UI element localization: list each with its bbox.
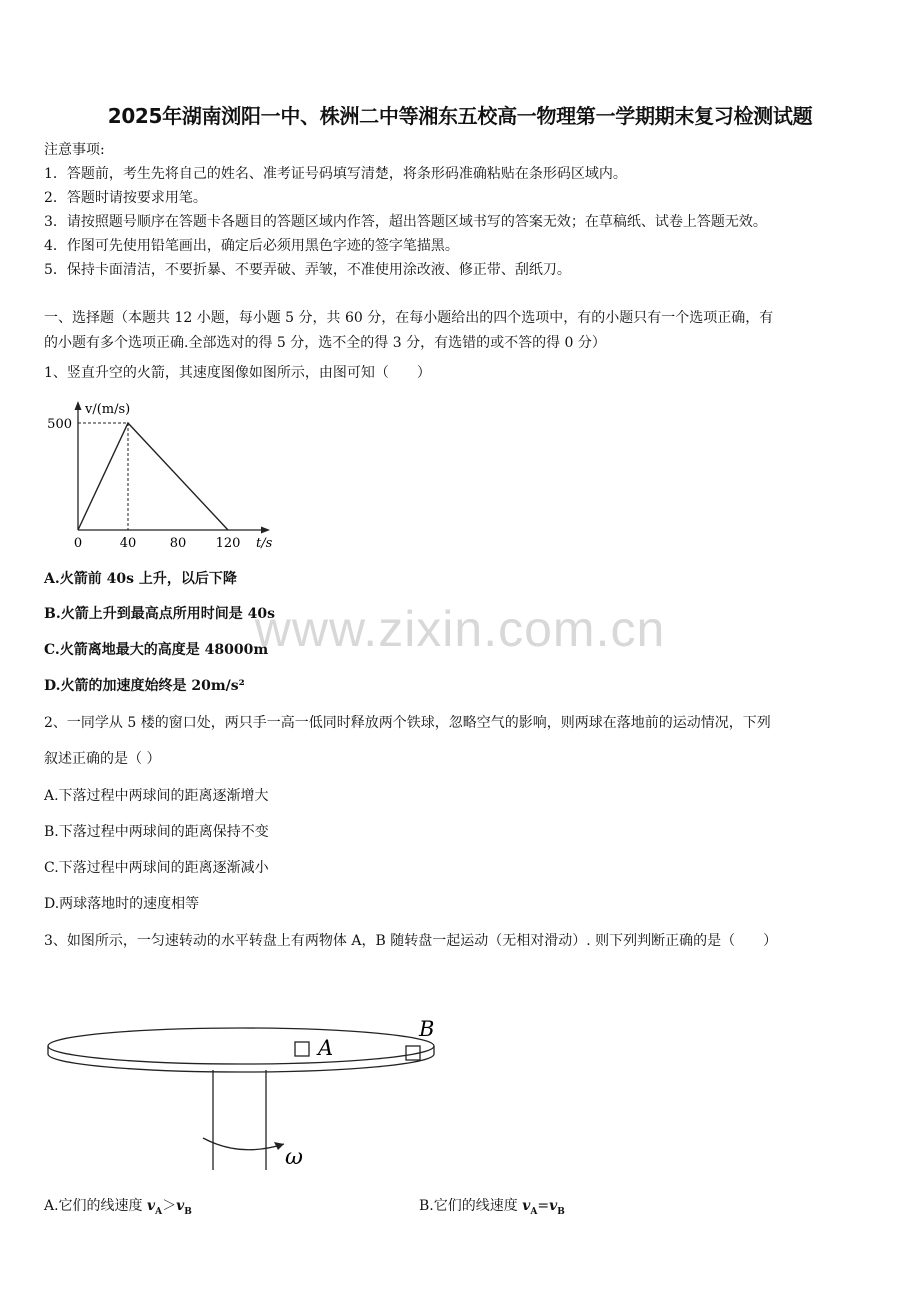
notice-item-2: 2．答题时请按要求用笔。 [44,190,207,206]
question-2-stem-line1: 2、一同学从 5 楼的窗口处，两只手一高一低同时释放两个铁球，忽略空气的影响，则两球在落地前的运动情况，下列 [44,715,771,731]
section-instructions-line1: 一、选择题（本题共 12 小题，每小题 5 分，共 60 分，在每小题给出的四个选项中，有的小题只有一个选项正确，有 [44,310,774,326]
y-tick-label: 500 [47,417,72,432]
question-3-stem: 3、如图所示，一匀速转动的水平转盘上有两物体 A，B 随转盘一起运动（无相对滑动）. 则下列判断正确的是（ ） [44,933,778,949]
question-3-option-b: B.它们的线速度 $v_A=v_B$ [419,1198,565,1217]
x-tick-label: 0 [73,536,83,551]
object-a-label: A [318,1036,334,1060]
omega-label: ω [285,1145,303,1170]
x-tick-label: 120 [215,536,241,551]
notice-item-4: 4．作图可先使用铅笔画出，确定后必须用黑色字迹的签字笔描黑。 [44,238,459,254]
page-title: 2025年湖南浏阳一中、株洲二中等湘东五校高一物理第一学期期末复习检测试题 [107,104,813,128]
rotation-arrow [203,1138,284,1150]
object-b-label: B [419,1017,435,1041]
x-axis-label: t/s [256,536,273,551]
notice-heading: 注意事项: [44,142,105,158]
y-axis-arrowhead [75,401,82,410]
x-axis-arrowhead [261,527,270,534]
object-a-box [295,1042,309,1056]
question-2-option-a: A.下落过程中两球间的距离逐渐增大 [44,788,269,804]
turntable-figure [40,1010,460,1180]
notice-item-5: 5．保持卡面清洁，不要折暴、不要弄破、弄皱，不准使用涂改液、修正带、刮纸刀。 [44,262,571,278]
question-2-option-c: C.下落过程中两球间的距离逐渐减小 [44,860,269,876]
question-1-stem: 1、竖直升空的火箭，其速度图像如图所示，由图可知（ ） [44,365,431,381]
y-axis-label: v/(m/s) [85,402,131,417]
section-instructions-line2: 的小题有多个选项正确.全部选对的得 5 分，选不全的得 3 分，有选错的或不答的得 0 分） [44,335,606,351]
velocity-series-line [78,423,228,530]
question-1-option-a: A.火箭前 40s 上升，以后下降 [44,571,237,587]
question-1-option-c: C.火箭离地最大的高度是 48000m [44,642,269,658]
x-tick-label: 80 [169,536,187,551]
question-2-option-b: B.下落过程中两球间的距离保持不变 [44,824,269,840]
question-2-option-d: D.两球落地时的速度相等 [44,896,200,912]
question-1-option-b: B.火箭上升到最高点所用时间是 40s [44,606,275,622]
question-3-option-a: A.它们的线速度 $v_A>v_B$ [44,1198,192,1217]
notice-item-3: 3．请按照题号顺序在答题卡各题目的答题区域内作答，超出答题区域书写的答案无效；在草稿纸、试卷上答题无效。 [44,214,767,230]
question-2-stem-line2: 叙述正确的是（ ） [44,751,161,767]
turntable-disk [48,1028,434,1064]
notice-item-1: 1．答题前，考生先将自己的姓名、准考证号码填写清楚，将条形码准确粘贴在条形码区域内。 [44,166,627,182]
x-tick-label: 40 [119,536,137,551]
question-1-option-d: D.火箭的加速度始终是 20m/s² [44,678,245,694]
watermark: www.zixin.com.cn [254,601,666,657]
velocity-time-graph [40,392,273,552]
